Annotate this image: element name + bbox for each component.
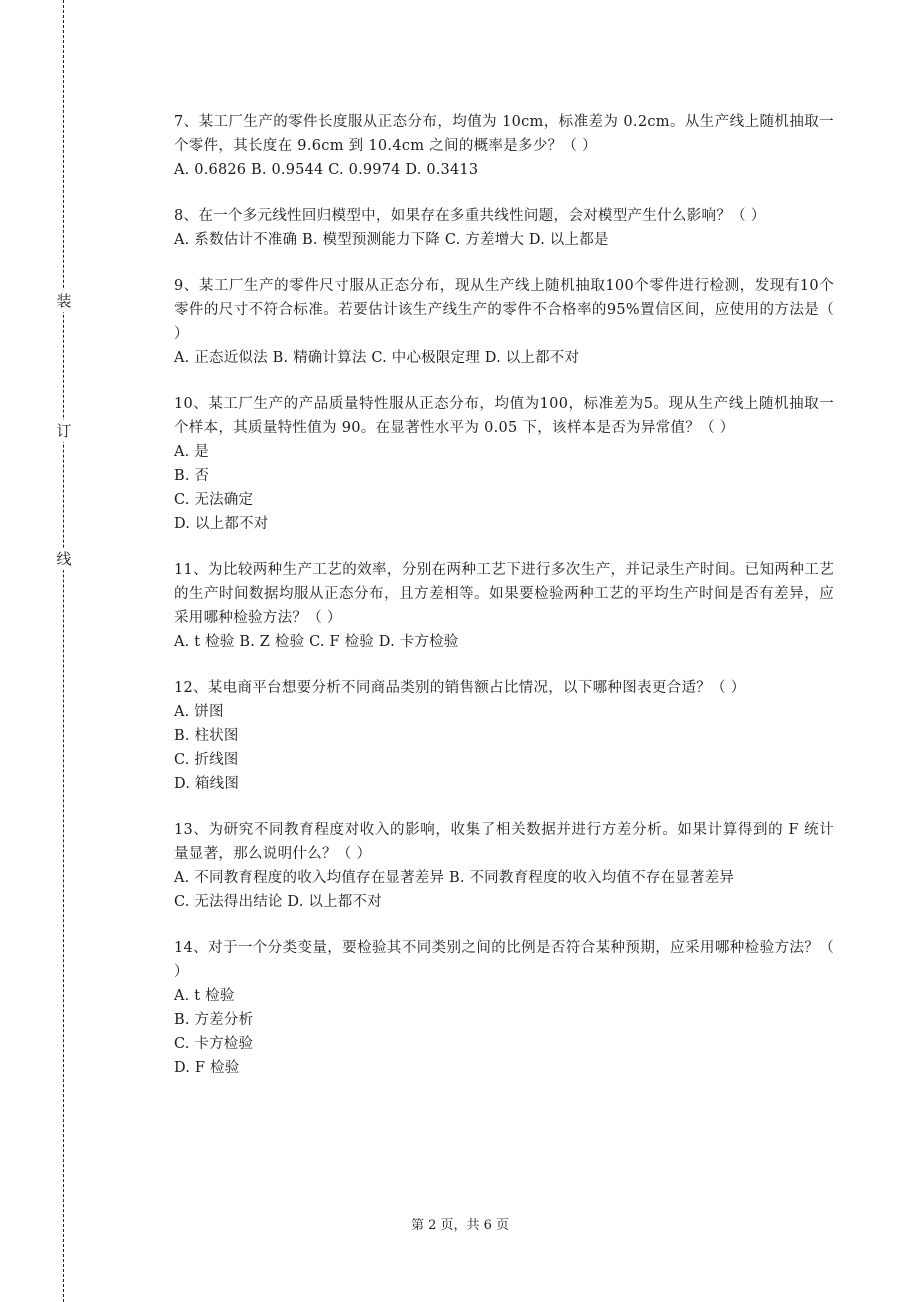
option-c: C. 无法确定 <box>174 492 254 508</box>
question-options: A. 系数估计不准确 B. 模型预测能力下降 C. 方差增大 D. 以上都是 <box>174 232 609 248</box>
question-stem: 7、某工厂生产的零件长度服从正态分布，均值为 10cm，标准差为 0.2cm。从生产线上随机抽取一个零件，其长度在 9.6cm 到 10.4cm 之间的概率是多少？（ ） <box>174 114 834 154</box>
option-a: A. t 检验 <box>174 988 235 1004</box>
question-11 <box>174 558 834 654</box>
option-a: A. 是 <box>174 444 209 460</box>
question-options: A. t 检验 B. Z 检验 C. F 检验 D. 卡方检验 <box>174 634 459 650</box>
option-c: C. 折线图 <box>174 752 239 768</box>
binding-dashed-line <box>63 0 64 1302</box>
option-b: B. 柱状图 <box>174 728 239 744</box>
question-options-line-2: C. 无法得出结论 D. 以上都不对 <box>174 894 382 910</box>
question-9 <box>174 274 834 370</box>
option-b: B. 否 <box>174 468 210 484</box>
option-d: D. F 检验 <box>174 1060 240 1076</box>
question-list <box>174 110 834 1102</box>
page-number: 第 2 页，共 6 页 <box>410 1218 510 1233</box>
question-stem: 13、为研究不同教育程度对收入的影响，收集了相关数据并进行方差分析。如果计算得到的 F 统计量显著，那么说明什么？（ ） <box>174 822 834 862</box>
question-stem: 11、为比较两种生产工艺的效率，分别在两种工艺下进行多次生产，并记录生产时间。已知两种工艺的生产时间数据均服从正态分布，且方差相等。如果要检验两种工艺的平均生产时间是否有差异，应采用哪种检验方法？（ ） <box>174 562 834 626</box>
option-d: D. 箱线图 <box>174 776 240 792</box>
binding-char-xian: 线 <box>54 548 74 570</box>
option-a: A. 饼图 <box>174 704 224 720</box>
option-d: D. 以上都不对 <box>174 516 269 532</box>
question-14 <box>174 936 834 1080</box>
question-stem: 10、某工厂生产的产品质量特性服从正态分布，均值为100，标准差为5。现从生产线上随机抽取一个样本，其质量特性值为 90。在显著性水平为 0.05 下，该样本是否为异常值？（ ） <box>174 396 834 436</box>
question-8 <box>174 204 834 252</box>
option-b: B. 方差分析 <box>174 1012 254 1028</box>
question-stem: 8、在一个多元线性回归模型中，如果存在多重共线性问题，会对模型产生什么影响？（ ） <box>174 208 766 224</box>
binding-char-ding: 订 <box>54 420 74 442</box>
question-13 <box>174 818 834 914</box>
question-stem: 9、某工厂生产的零件尺寸服从正态分布，现从生产线上随机抽取100个零件进行检测，发现有10个零件的尺寸不符合标准。若要估计该生产线生产的零件不合格率的95%置信区间，应使用的方法是（ ） <box>174 278 834 342</box>
question-7 <box>174 110 834 182</box>
question-options-line-1: A. 不同教育程度的收入均值存在显著差异 B. 不同教育程度的收入均值不存在显著差异 <box>174 870 735 886</box>
question-options: A. 正态近似法 B. 精确计算法 C. 中心极限定理 D. 以上都不对 <box>174 350 580 366</box>
question-options: A. 0.6826 B. 0.9544 C. 0.9974 D. 0.3413 <box>174 162 479 178</box>
question-stem: 14、对于一个分类变量，要检验其不同类别之间的比例是否符合某种预期，应采用哪种检验方法？（ ） <box>174 940 834 980</box>
question-10 <box>174 392 834 536</box>
binding-char-zhuang: 装 <box>54 290 74 312</box>
option-c: C. 卡方检验 <box>174 1036 254 1052</box>
question-stem: 12、某电商平台想要分析不同商品类别的销售额占比情况，以下哪种图表更合适？（ ） <box>174 680 746 696</box>
question-12 <box>174 676 834 796</box>
